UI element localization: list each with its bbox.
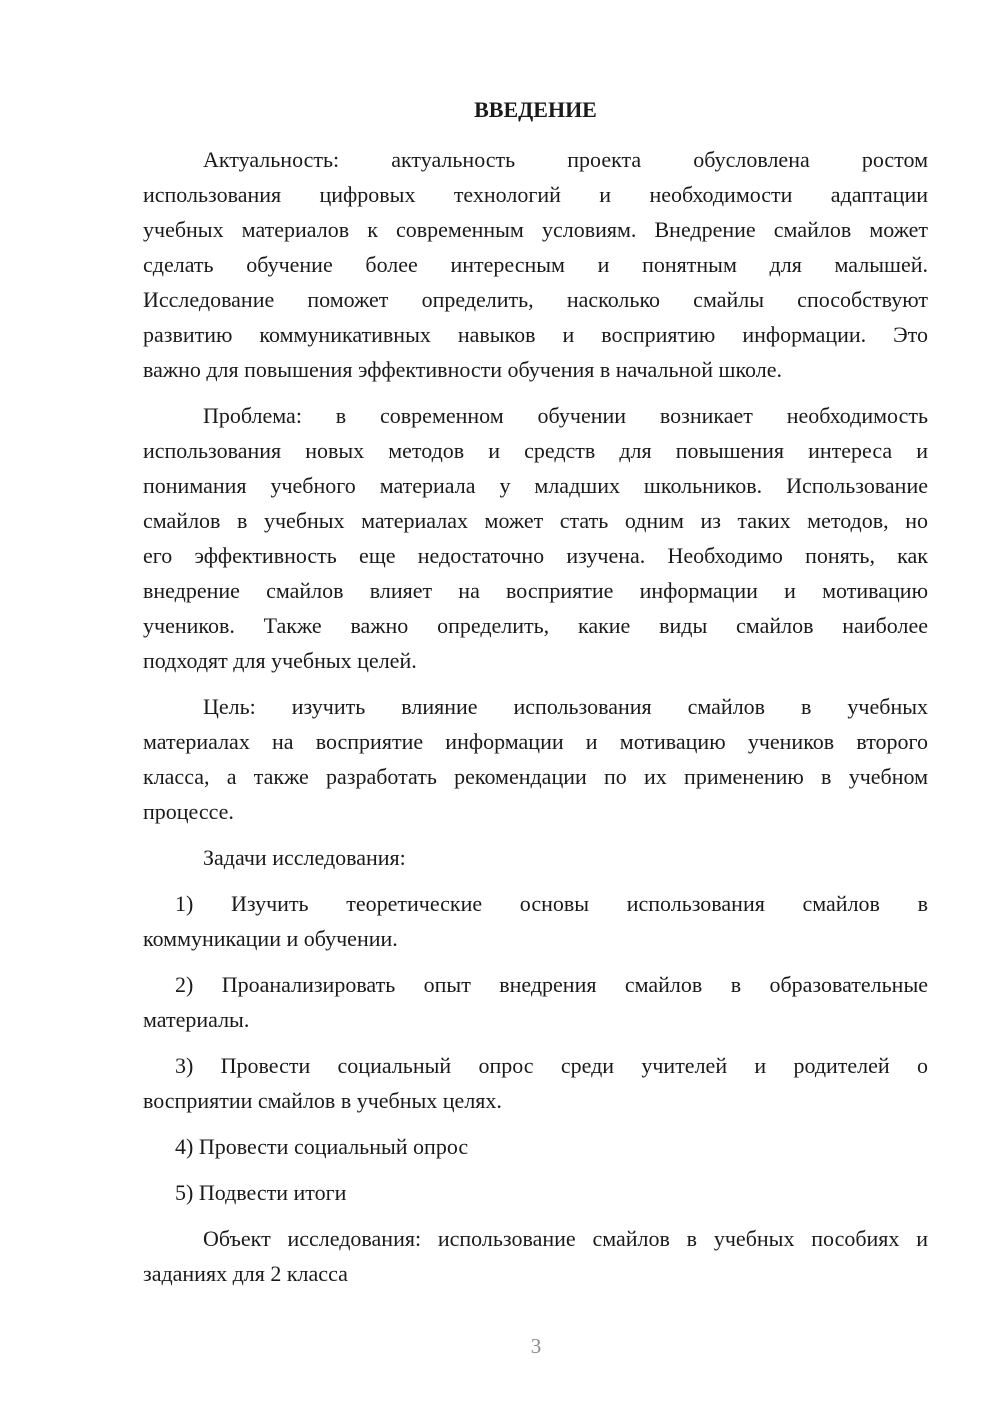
text-line: подходят для учебных целей. — [143, 648, 417, 673]
list-item — [143, 1048, 928, 1118]
paragraph — [143, 1221, 928, 1291]
text-line: Актуальность: актуальность проекта обусловлена ростом — [203, 147, 928, 172]
text-line: процессе. — [143, 799, 234, 824]
text-line: материалы. — [143, 1007, 250, 1032]
text-line: понимания учебного материала у младших школьников. Использование — [143, 473, 928, 498]
text-line: 5) Подвести итоги — [175, 1180, 347, 1205]
text-line: коммуникации и обучении. — [143, 926, 398, 951]
list-item — [143, 967, 928, 1037]
list-item — [143, 886, 928, 956]
text-line: учебных материалов к современным условиям. Внедрение смайлов может — [143, 217, 928, 242]
document-body — [143, 142, 928, 1302]
text-line: развитию коммуникативных навыков и восприятию информации. Это — [143, 322, 928, 347]
text-line: 4) Провести социальный опрос — [175, 1134, 469, 1159]
text-line: использования новых методов и средств для повышения интереса и — [143, 438, 928, 463]
text-line: класса, а также разработать рекомендации по их применению в учебном — [143, 764, 928, 789]
text-line: Исследование поможет определить, насколько смайлы способствуют — [143, 287, 928, 312]
list-item — [143, 1129, 928, 1164]
page-number: 3 — [530, 1334, 542, 1358]
text-line: восприятии смайлов в учебных целях. — [143, 1088, 502, 1113]
text-line: Проблема: в современном обучении возникает необходимость — [203, 403, 928, 428]
text-line: учеников. Также важно определить, какие виды смайлов наиболее — [143, 613, 928, 638]
text-line: внедрение смайлов влияет на восприятие информации и мотивацию — [143, 578, 928, 603]
paragraph — [143, 840, 928, 875]
page-title: ВВЕДЕНИЕ — [474, 97, 597, 122]
paragraph — [143, 142, 928, 387]
text-line: Задачи исследования: — [203, 845, 406, 870]
text-line: сделать обучение более интересным и понятным для малышей. — [143, 252, 928, 277]
text-line: смайлов в учебных материалах может стать одним из таких методов, но — [143, 508, 928, 533]
text-line: заданиях для 2 класса — [143, 1261, 348, 1286]
text-line: его эффективность еще недостаточно изучена. Необходимо понять, как — [143, 543, 928, 568]
text-line: 1) Изучить теоретические основы использования смайлов в — [175, 891, 928, 916]
text-line: 3) Провести социальный опрос среди учителей и родителей о — [175, 1053, 928, 1078]
list-item — [143, 1175, 928, 1210]
text-line: материалах на восприятие информации и мотивацию учеников второго — [143, 729, 928, 754]
text-line: использования цифровых технологий и необходимости адаптации — [143, 182, 928, 207]
text-line: Объект исследования: использование смайлов в учебных пособиях и — [203, 1226, 928, 1251]
text-line: 2) Проанализировать опыт внедрения смайлов в образовательные — [175, 972, 928, 997]
text-line: важно для повышения эффективности обучения в начальной школе. — [143, 357, 782, 382]
text-line: Цель: изучить влияние использования смайлов в учебных — [203, 694, 928, 719]
paragraph — [143, 689, 928, 829]
paragraph — [143, 398, 928, 678]
